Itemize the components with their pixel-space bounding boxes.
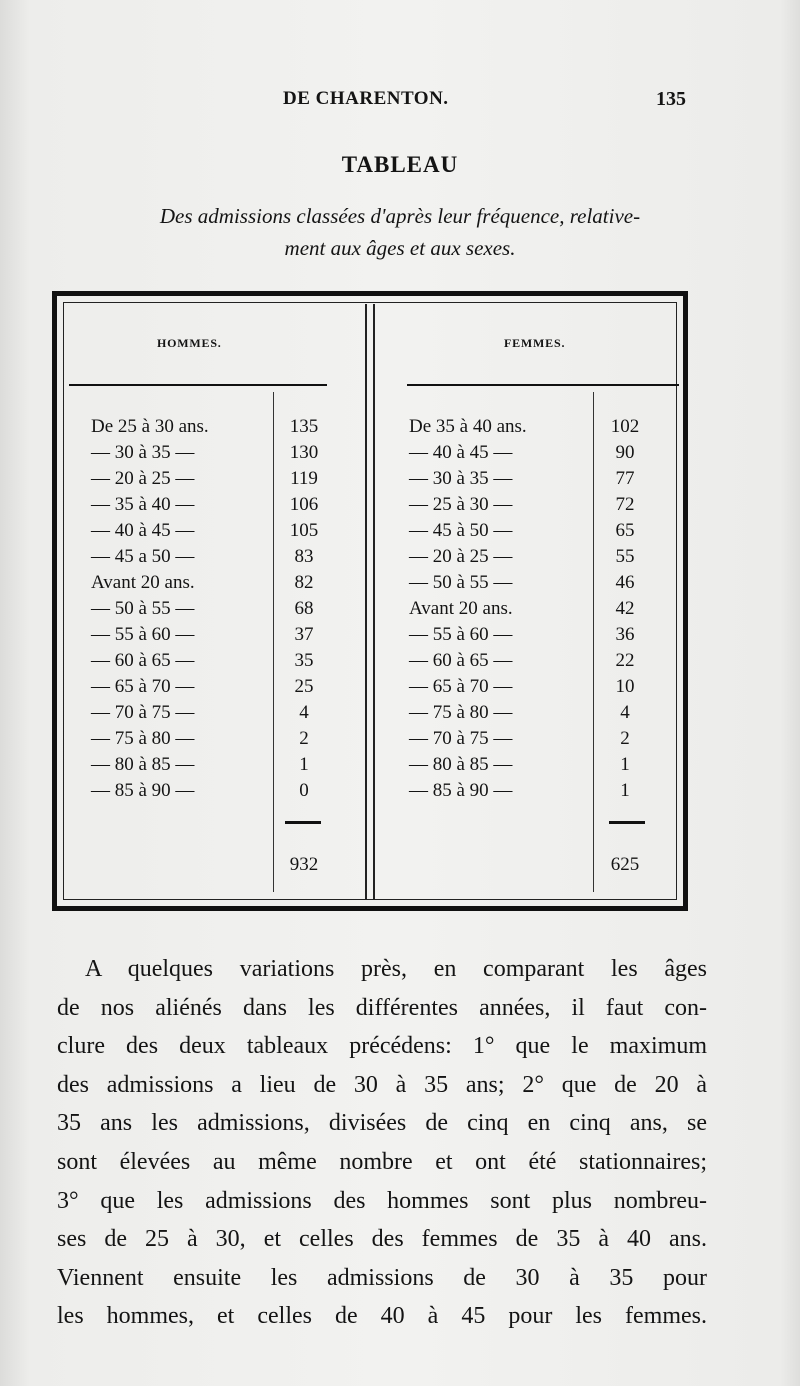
admission-count: 106 [289, 494, 319, 515]
admission-count: 1 [299, 754, 309, 775]
admission-count: 22 [615, 650, 635, 671]
body-paragraph [57, 950, 707, 1336]
admission-count: 25 [294, 676, 314, 697]
running-head [0, 88, 800, 118]
admissions-table [52, 291, 688, 911]
age-range: Avant 20 ans. [409, 598, 513, 619]
admission-count: 2 [299, 728, 309, 749]
table-row [57, 440, 693, 466]
body-line: 3° que les admissions des hommes sont plus nombreu- [57, 1187, 707, 1214]
age-range: — 50 à 55 — [409, 572, 513, 593]
admission-count: 2 [620, 728, 630, 749]
running-title: DE CHARENTON. [283, 88, 449, 109]
admission-count: 0 [299, 780, 309, 801]
table-row [57, 492, 693, 518]
body-line: A quelques variations près, en comparant les âges [85, 956, 707, 982]
age-range: De 35 à 40 ans. [409, 416, 527, 437]
admission-count: 1 [620, 754, 630, 775]
body-line: 35 ans les admissions, divisées de cinq en cinq ans, se [57, 1110, 707, 1137]
admission-count: 37 [294, 624, 314, 645]
admission-count: 4 [299, 702, 309, 723]
body-line: de nos aliénés dans les différentes années, il faut con- [57, 994, 707, 1021]
age-range: — 55 à 60 — [91, 624, 195, 645]
table-row [57, 622, 693, 648]
total-rule-femmes [609, 821, 645, 824]
table-row [57, 752, 693, 778]
table-subtitle-line-2: ment aux âges et aux sexes. [284, 236, 516, 260]
age-range: De 25 à 30 ans. [91, 416, 209, 437]
table-row [57, 700, 693, 726]
header-rule-femmes [407, 384, 679, 386]
age-range: — 70 à 75 — [91, 702, 195, 723]
age-range: — 40 à 45 — [91, 520, 195, 541]
body-line: les hommes, et celles de 40 à 45 pour les femmes. [57, 1303, 707, 1330]
admission-count: 119 [290, 468, 318, 489]
admission-count: 90 [615, 442, 635, 463]
admission-count: 10 [615, 676, 635, 697]
age-range: — 85 à 90 — [409, 780, 513, 801]
age-range: — 25 à 30 — [409, 494, 513, 515]
admission-count: 1 [620, 780, 630, 801]
age-range: — 45 à 50 — [409, 520, 513, 541]
admission-count: 82 [294, 572, 314, 593]
age-range: — 80 à 85 — [409, 754, 513, 775]
admission-count: 36 [615, 624, 635, 645]
total-femmes: 625 [610, 854, 640, 875]
admission-count: 77 [615, 468, 635, 489]
age-range: Avant 20 ans. [91, 572, 195, 593]
body-line: des admissions a lieu de 30 à 35 ans; 2° que de 20 à [57, 1071, 707, 1098]
age-range: — 65 à 70 — [409, 676, 513, 697]
age-range: — 75 à 80 — [91, 728, 195, 749]
total-rule-hommes [285, 821, 321, 824]
admission-count: 55 [615, 546, 635, 567]
admission-count: 105 [289, 520, 319, 541]
table-row [57, 544, 693, 570]
admission-count: 102 [610, 416, 640, 437]
admission-count: 65 [615, 520, 635, 541]
page-number: 135 [656, 88, 686, 110]
table-row [57, 518, 693, 544]
age-range: — 60 à 65 — [91, 650, 195, 671]
age-range: — 85 à 90 — [91, 780, 195, 801]
age-range: — 20 à 25 — [91, 468, 195, 489]
age-range: — 40 à 45 — [409, 442, 513, 463]
table-row [57, 596, 693, 622]
total-hommes: 932 [289, 854, 319, 875]
table-row [57, 648, 693, 674]
admission-count: 42 [615, 598, 635, 619]
age-range: — 55 à 60 — [409, 624, 513, 645]
age-range: — 30 à 35 — [91, 442, 195, 463]
table-subtitle-line-1: Des admissions classées d'après leur fréquence, relative- [159, 204, 641, 228]
age-range: — 65 à 70 — [91, 676, 195, 697]
table-row [57, 726, 693, 752]
age-range: — 50 à 55 — [91, 598, 195, 619]
body-line: ses de 25 à 30, et celles des femmes de 35 à 40 ans. [57, 1226, 707, 1253]
admission-count: 35 [294, 650, 314, 671]
body-line: sont élevées au même nombre et ont été stationnaires; [57, 1148, 707, 1175]
table-row [57, 778, 693, 804]
table-subtitle [60, 200, 740, 264]
age-range: — 45 a 50 — [91, 546, 195, 567]
admission-count: 4 [620, 702, 630, 723]
age-range: — 75 à 80 — [409, 702, 513, 723]
admission-count: 68 [294, 598, 314, 619]
table-row [57, 466, 693, 492]
body-line: Viennent ensuite les admissions de 30 à 35 pour [57, 1264, 707, 1291]
admission-count: 135 [289, 416, 319, 437]
age-range: — 60 à 65 — [409, 650, 513, 671]
column-header-femmes: FEMMES. [504, 336, 566, 350]
admission-count: 46 [615, 572, 635, 593]
age-range: — 80 à 85 — [91, 754, 195, 775]
admission-count: 130 [289, 442, 319, 463]
header-rule-hommes [69, 384, 327, 386]
admission-count: 83 [294, 546, 314, 567]
table-title: TABLEAU [341, 152, 459, 177]
age-range: — 20 à 25 — [409, 546, 513, 567]
body-line: clure des deux tableaux précédens: 1° que le maximum [57, 1033, 707, 1060]
table-row [57, 674, 693, 700]
admission-count: 72 [615, 494, 635, 515]
column-header-hommes: HOMMES. [157, 336, 222, 350]
age-range: — 70 à 75 — [409, 728, 513, 749]
age-range: — 35 à 40 — [91, 494, 195, 515]
table-row [57, 414, 693, 440]
age-range: — 30 à 35 — [409, 468, 513, 489]
table-row [57, 570, 693, 596]
